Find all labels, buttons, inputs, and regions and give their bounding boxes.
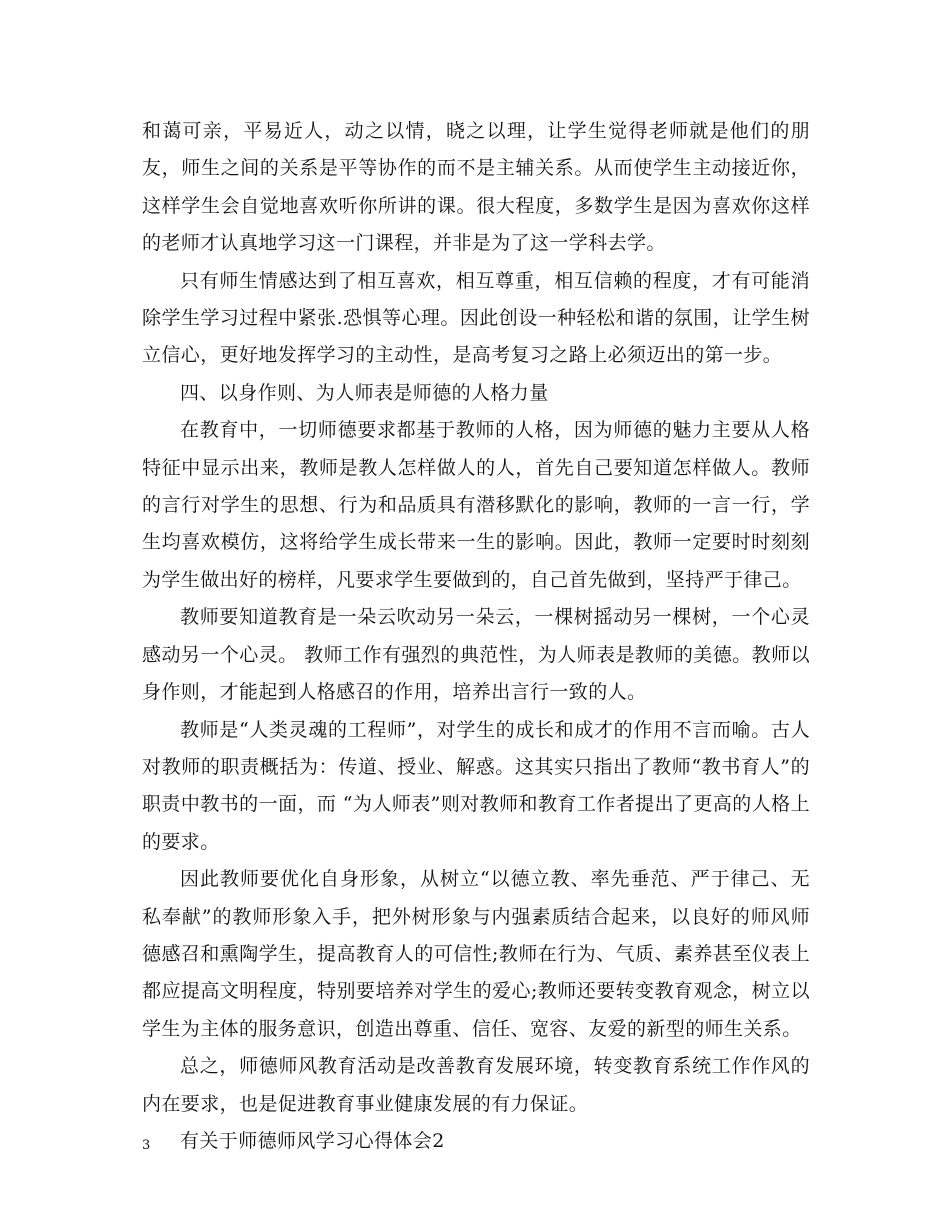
section-heading: 四、以身作则、为人师表是师德的人格力量 — [180, 381, 549, 404]
paragraph: 在教育中，一切师德要求都基于教师的人格，因为师德的魅力主要从人格特征中显示出来，教师是教人怎样做人的人，首先自己要知道怎样做人。教师的言行对学生的思想、行为和品质具有潜移默化的影响，教师的一言一行，学生均喜欢模仿，这将给学生成长带来一生的影响。因此，教师一定要时时刻刻为学生做出好的榜样，凡要求学生要做到的，自己首先做到，坚持严于律己。 — [142, 419, 810, 591]
paragraph: 因此教师要优化自身形象，从树立“以德立教、率先垂范、严于律己、无私奉献”的教师形象入手，把外树形象与内强素质结合起来，以良好的师风师德感召和熏陶学生，提高教育人的可信性;教师在行为、气质、素养甚至仪表上都应提高文明程度，特别要培养对学生的爱心;教师还要转变教育观念，树立以学生为主体的服务意识，创造出尊重、信任、宽容、友爱的新型的师生关系。 — [142, 868, 810, 1040]
page-number: 3 — [142, 1138, 151, 1153]
paragraph: 总之，师德师风教育活动是改善教育发展环境，转变教育系统工作作风的内在要求，也是促进教育事业健康发展的有力保证。 — [142, 1055, 810, 1115]
paragraph: 教师要知道教育是一朵云吹动另一朵云，一棵树摇动另一棵树，一个心灵感动另一个心灵。 教师工作有强烈的典范性，为人师表是教师的美德。教师以身作则，才能起到人格感召的作用，培养出言行一致的人。 — [142, 606, 810, 704]
paragraph: 只有师生情感达到了相互喜欢，相互尊重，相互信赖的程度，才有可能消除学生学习过程中紧张.恐惧等心理。因此创设一种轻松和谐的氛围，让学生树立信心，更好地发挥学习的主动性，是高考复习之路上必须迈出的第一步。 — [142, 269, 810, 367]
paragraph: 教师是“人类灵魂的工程师”，对学生的成长和成才的作用不言而喻。古人对教师的职责概括为：传道、授业、解惑。这其实只指出了教师“教书育人”的职责中教书的一面，而 “为人师表”则对教师和教育工作者提出了更高的人格上的要求。 — [142, 718, 810, 853]
article-title: 有关于师德师风学习心得体会2 — [180, 1129, 445, 1152]
paragraph-continued: 和蔼可亲，平易近人，动之以情，晓之以理，让学生觉得老师就是他们的朋友，师生之间的关系是平等协作的而不是主辅关系。从而使学生主动接近你，这样学生会自觉地喜欢听你所讲的课。很大程度，多数学生是因为喜欢你这样的老师才认真地学习这一门课程，并非是为了这一学科去学。 — [142, 120, 810, 255]
body-text — [142, 113, 810, 1160]
